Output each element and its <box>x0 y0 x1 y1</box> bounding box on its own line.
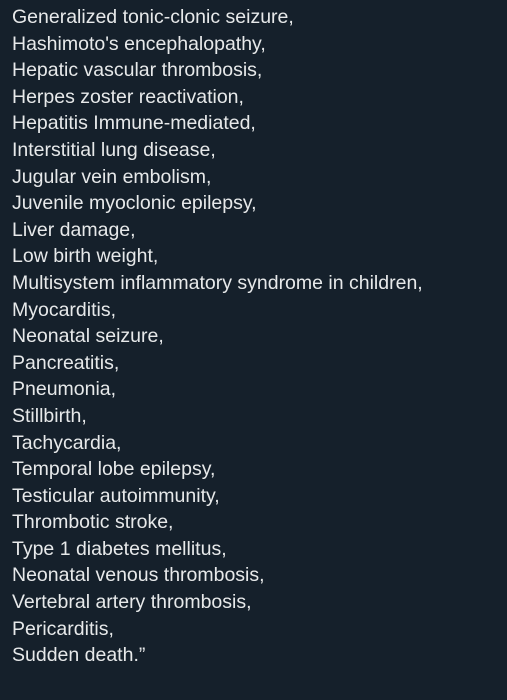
list-item-testicular-autoimmunity: Testicular autoimmunity, <box>12 484 220 507</box>
list-item-multisystem-inflammatory-syndrome-in-children: Multisystem inflammatory syndrome in children, <box>12 271 423 294</box>
list-item-herpes-zoster-reactivation: Herpes zoster reactivation, <box>12 85 244 108</box>
list-item-temporal-lobe-epilepsy: Temporal lobe epilepsy, <box>12 458 216 481</box>
list-item-generalized-tonic-clonic-seizure: Generalized tonic-clonic seizure, <box>12 6 294 28</box>
list-item-neonatal-seizure: Neonatal seizure, <box>12 325 164 348</box>
list-item-neonatal-venous-thrombosis: Neonatal venous thrombosis, <box>12 564 265 587</box>
list-item-pneumonia: Pneumonia, <box>12 378 117 401</box>
list-item-thrombotic-stroke: Thrombotic stroke, <box>12 511 174 534</box>
list-item-stillbirth: Stillbirth, <box>12 404 87 427</box>
list-item-myocarditis: Myocarditis, <box>12 298 117 321</box>
list-item-interstitial-lung-disease: Interstitial lung disease, <box>12 138 216 161</box>
list-item-juvenile-myoclonic-epilepsy: Juvenile myoclonic epilepsy, <box>12 192 257 215</box>
list-item-type-1-diabetes-mellitus: Type 1 diabetes mellitus, <box>12 537 227 560</box>
list-item-pancreatitis: Pancreatitis, <box>12 351 120 374</box>
list-item-sudden-death: Sudden death.” <box>12 644 146 667</box>
list-item-hashimotos-encephalopathy: Hashimoto's encephalopathy, <box>12 32 266 55</box>
list-item-vertebral-artery-thrombosis: Vertebral artery thrombosis, <box>12 591 252 614</box>
list-item-hepatitis-immune-mediated: Hepatitis Immune-mediated, <box>12 112 256 135</box>
list-item-jugular-vein-embolism: Jugular vein embolism, <box>12 165 212 188</box>
list-item-tachycardia: Tachycardia, <box>12 431 122 454</box>
list-item-pericarditis: Pericarditis, <box>12 617 114 640</box>
adverse-events-list <box>12 4 423 669</box>
list-item-hepatic-vascular-thrombosis: Hepatic vascular thrombosis, <box>12 59 263 82</box>
list-item-liver-damage: Liver damage, <box>12 218 136 241</box>
list-item-low-birth-weight: Low birth weight, <box>12 245 159 268</box>
